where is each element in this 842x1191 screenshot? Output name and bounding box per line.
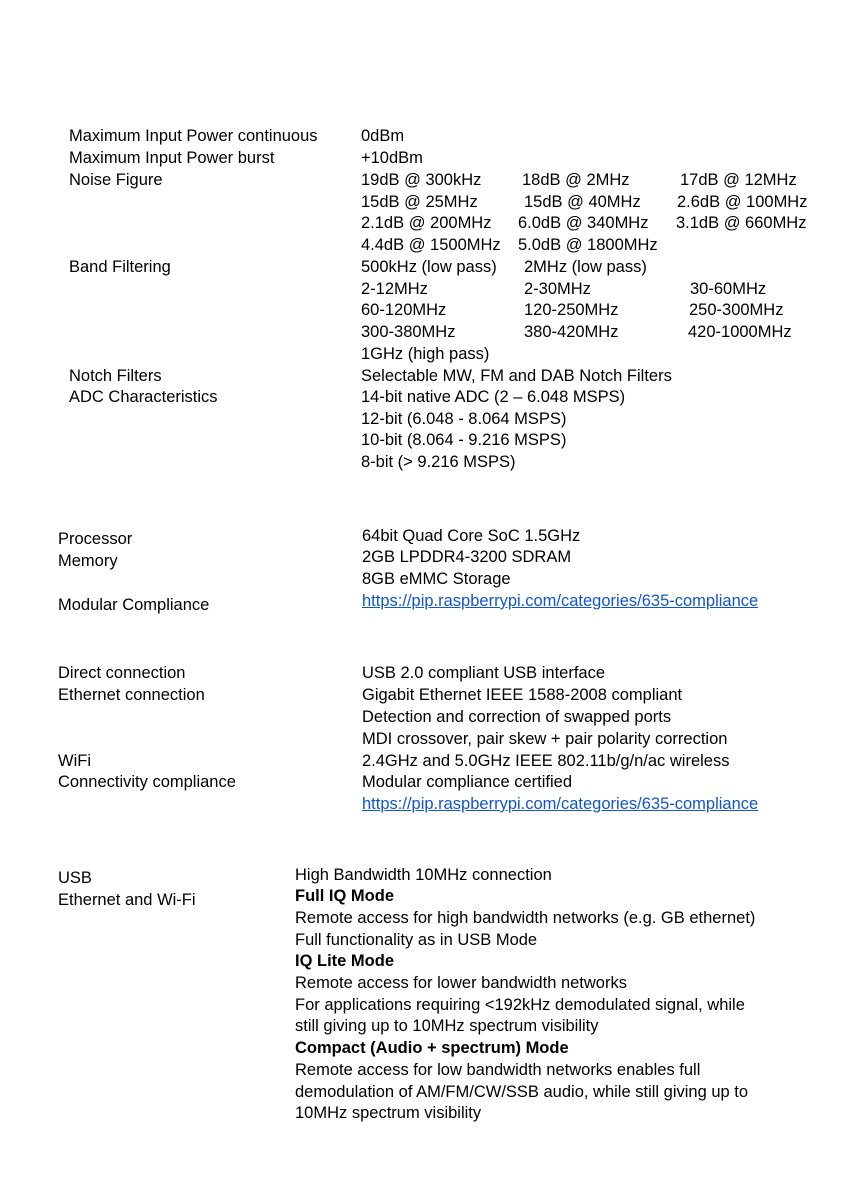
wifi-label: WiFi (58, 752, 91, 770)
ethernet-connection-label: Ethernet connection (58, 686, 205, 704)
modular-compliance-link[interactable]: https://pip.raspberrypi.com/categories/635-compliance (362, 592, 759, 610)
compact-line: demodulation of AM/FM/CW/SSB audio, while still giving up to (295, 1083, 749, 1101)
full-iq-line: Remote access for high bandwidth networks (e.g. GB ethernet) (295, 909, 756, 927)
compact-line: Remote access for low bandwidth networks enables full (295, 1061, 701, 1079)
band-filter-cell: 2-30MHz (524, 280, 591, 298)
full-iq-line: Full functionality as in USB Mode (295, 931, 538, 949)
memory-label: Memory (58, 552, 118, 570)
adc-label: ADC Characteristics (69, 388, 218, 406)
noise-figure-cell: 3.1dB @ 660MHz (676, 214, 807, 232)
noise-figure-cell: 15dB @ 25MHz (361, 193, 478, 211)
iq-lite-line: For applications requiring <192kHz demodulated signal, while (295, 996, 745, 1014)
connectivity-compliance-value: Modular compliance certified (362, 773, 573, 791)
usb-mode-desc: High Bandwidth 10MHz connection (295, 866, 552, 884)
iq-lite-line: Remote access for lower bandwidth networks (295, 974, 627, 992)
band-filter-cell: 500kHz (low pass) (361, 258, 497, 276)
direct-connection-value: USB 2.0 compliant USB interface (362, 664, 606, 682)
band-filter-cell: 300-380MHz (361, 323, 456, 341)
max-input-continuous-label: Maximum Input Power continuous (69, 127, 318, 145)
band-filter-cell: 250-300MHz (689, 301, 784, 319)
band-filter-cell: 380-420MHz (524, 323, 619, 341)
noise-figure-cell: 6.0dB @ 340MHz (518, 214, 649, 232)
direct-connection-label: Direct connection (58, 664, 186, 682)
iq-lite-line: still giving up to 10MHz spectrum visibility (295, 1017, 599, 1035)
ethernet-line: Gigabit Ethernet IEEE 1588-2008 compliant (362, 686, 683, 704)
memory-line: 2GB LPDDR4-3200 SDRAM (362, 548, 572, 566)
adc-line: 8-bit (> 9.216 MSPS) (361, 453, 516, 471)
noise-figure-cell: 2.6dB @ 100MHz (677, 193, 808, 211)
adc-line: 14-bit native ADC (2 – 6.048 MSPS) (361, 388, 626, 406)
full-iq-mode-title: Full IQ Mode (295, 887, 394, 905)
ethernet-line: MDI crossover, pair skew + pair polarity correction (362, 730, 728, 748)
noise-figure-cell: 5.0dB @ 1800MHz (518, 236, 658, 254)
noise-figure-cell: 17dB @ 12MHz (680, 171, 797, 189)
max-input-continuous-value: 0dBm (361, 127, 405, 145)
compact-line: 10MHz spectrum visibility (295, 1104, 482, 1122)
connectivity-compliance-label: Connectivity compliance (58, 773, 236, 791)
notch-filters-value: Selectable MW, FM and DAB Notch Filters (361, 367, 672, 385)
iq-lite-mode-title: IQ Lite Mode (295, 952, 394, 970)
noise-figure-cell: 15dB @ 40MHz (524, 193, 641, 211)
max-input-burst-value: +10dBm (361, 149, 423, 167)
noise-figure-cell: 4.4dB @ 1500MHz (361, 236, 501, 254)
processor-value: 64bit Quad Core SoC 1.5GHz (362, 527, 581, 545)
modular-compliance-label: Modular Compliance (58, 596, 210, 614)
connectivity-compliance-link[interactable]: https://pip.raspberrypi.com/categories/635-compliance (362, 795, 759, 813)
compact-mode-title: Compact (Audio + spectrum) Mode (295, 1039, 569, 1057)
processor-label: Processor (58, 530, 133, 548)
noise-figure-cell: 2.1dB @ 200MHz (361, 214, 492, 232)
ethernet-wifi-label: Ethernet and Wi-Fi (58, 891, 196, 909)
ethernet-line: Detection and correction of swapped ports (362, 708, 672, 726)
band-filter-cell: 120-250MHz (524, 301, 619, 319)
noise-figure-cell: 18dB @ 2MHz (522, 171, 630, 189)
band-filter-cell: 30-60MHz (690, 280, 767, 298)
wifi-value: 2.4GHz and 5.0GHz IEEE 802.11b/g/n/ac wireless (362, 752, 730, 770)
adc-line: 10-bit (8.064 - 9.216 MSPS) (361, 431, 567, 449)
noise-figure-cell: 19dB @ 300kHz (361, 171, 482, 189)
usb-label: USB (58, 869, 92, 887)
max-input-burst-label: Maximum Input Power burst (69, 149, 275, 167)
band-filtering-label: Band Filtering (69, 258, 171, 276)
noise-figure-label: Noise Figure (69, 171, 163, 189)
band-filter-cell: 2MHz (low pass) (524, 258, 647, 276)
adc-line: 12-bit (6.048 - 8.064 MSPS) (361, 410, 567, 428)
notch-filters-label: Notch Filters (69, 367, 162, 385)
band-filter-cell: 2-12MHz (361, 280, 428, 298)
band-filter-cell: 420-1000MHz (688, 323, 792, 341)
band-filter-cell: 1GHz (high pass) (361, 345, 490, 363)
band-filter-cell: 60-120MHz (361, 301, 447, 319)
memory-line: 8GB eMMC Storage (362, 570, 511, 588)
